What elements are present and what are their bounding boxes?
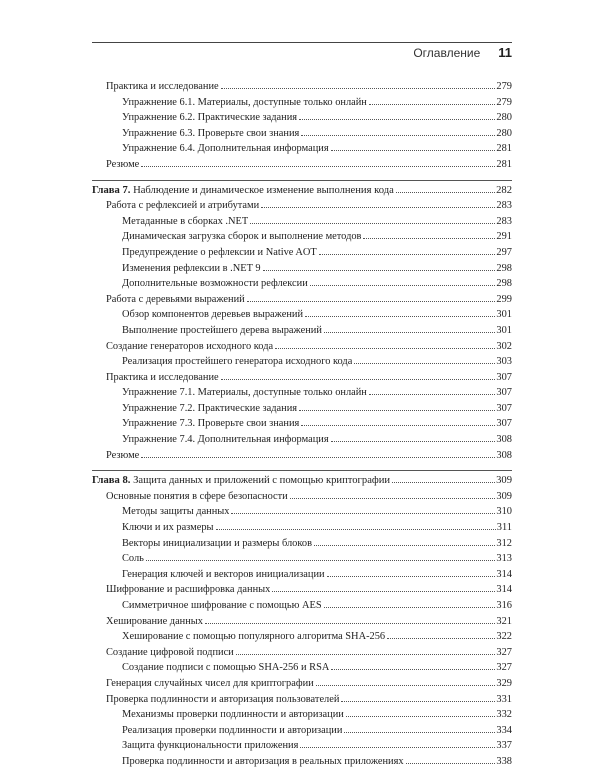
entry-page-number: 301 — [496, 324, 512, 336]
entry-title: Упражнение 6.1. Материалы, доступные только онлайн — [122, 96, 367, 108]
entry-title: Упражнение 7.2. Практические задания — [122, 402, 298, 414]
entry-title: Основные понятия в сфере безопасности — [106, 490, 288, 502]
entry-title: Ключи и их размеры — [122, 522, 214, 534]
toc-entry[interactable] — [92, 307, 512, 323]
toc-entry[interactable] — [92, 354, 512, 370]
dot-leader — [216, 529, 496, 530]
entry-title: Упражнение 7.4. Дополнительная информация — [122, 434, 329, 446]
toc-entry[interactable] — [92, 551, 512, 567]
entry-page-number: 332 — [496, 709, 512, 721]
page-number: 11 — [498, 45, 512, 60]
dot-leader — [299, 119, 495, 120]
entry-page-number: 337 — [496, 740, 512, 752]
entry-page-number: 307 — [496, 387, 512, 399]
toc-entry[interactable] — [92, 276, 512, 292]
toc-entry[interactable] — [92, 504, 512, 520]
entry-title: Работа с деревьями выражений — [106, 293, 245, 305]
entry-page-number: 310 — [496, 506, 512, 518]
entry-page-number: 307 — [496, 402, 512, 414]
dot-leader — [275, 348, 495, 349]
entry-title: Упражнение 6.3. Проверьте свои знания — [122, 127, 300, 139]
toc-entry[interactable] — [92, 385, 512, 401]
running-head — [413, 45, 512, 65]
toc-entry[interactable] — [92, 229, 512, 245]
toc-entry[interactable] — [92, 214, 512, 230]
toc-section — [92, 180, 512, 464]
toc-entry[interactable] — [92, 676, 512, 692]
toc-entry[interactable] — [92, 692, 512, 708]
dot-leader — [346, 716, 496, 717]
entry-page-number: 307 — [496, 371, 512, 383]
entry-page-number: 297 — [496, 246, 512, 258]
dot-leader — [272, 591, 495, 592]
entry-page-number: 338 — [496, 755, 512, 767]
toc-entry[interactable] — [92, 126, 512, 142]
chapter-page-number: 282 — [496, 184, 512, 196]
toc-entry[interactable] — [92, 95, 512, 111]
toc-entry[interactable] — [92, 707, 512, 723]
entry-page-number: 308 — [496, 434, 512, 446]
entry-title: Обзор компонентов деревьев выражений — [122, 309, 304, 321]
dot-leader — [236, 654, 496, 655]
entry-page-number: 311 — [496, 522, 512, 534]
dot-leader — [301, 135, 495, 136]
dot-leader — [301, 425, 495, 426]
toc-section — [92, 79, 512, 173]
entry-page-number: 314 — [496, 584, 512, 596]
toc-entry[interactable] — [92, 157, 512, 173]
toc-entry[interactable] — [92, 582, 512, 598]
dot-leader — [354, 363, 495, 364]
dot-leader — [146, 560, 495, 561]
chapter-page-number: 309 — [496, 475, 512, 487]
entry-title: Упражнение 7.1. Материалы, доступные только онлайн — [122, 387, 367, 399]
table-of-contents — [92, 79, 512, 770]
toc-entry[interactable] — [92, 448, 512, 464]
entry-page-number: 309 — [496, 490, 512, 502]
dot-leader — [392, 482, 495, 483]
dot-leader — [319, 254, 496, 255]
toc-entry[interactable] — [92, 754, 512, 770]
entry-page-number: 322 — [496, 631, 512, 643]
toc-entry[interactable] — [92, 536, 512, 552]
entry-page-number: 298 — [496, 262, 512, 274]
entry-title: Хеширование данных — [106, 615, 203, 627]
entry-title: Практика и исследование — [106, 371, 219, 383]
toc-entry[interactable] — [92, 598, 512, 614]
dot-leader — [369, 394, 496, 395]
header-rule — [92, 42, 512, 43]
entry-title: Создание цифровой подписи — [106, 646, 234, 658]
entry-page-number: 291 — [496, 231, 512, 243]
dot-leader — [250, 223, 495, 224]
entry-page-number: 331 — [496, 693, 512, 705]
toc-entry[interactable] — [92, 520, 512, 536]
entry-page-number: 281 — [496, 143, 512, 155]
dot-leader — [344, 732, 495, 733]
dot-leader — [316, 685, 496, 686]
entry-page-number: 312 — [496, 537, 512, 549]
entry-page-number: 314 — [496, 568, 512, 580]
entry-page-number: 298 — [496, 278, 512, 290]
toc-entry[interactable] — [92, 738, 512, 754]
entry-title: Резюме — [106, 449, 140, 461]
toc-entry[interactable] — [92, 323, 512, 339]
chapter-heading — [92, 473, 390, 489]
chapter-title: Наблюдение и динамическое изменение выполнения кода — [133, 184, 394, 196]
entry-title: Генерация ключей и векторов инициализации — [122, 568, 325, 580]
entry-title: Выполнение простейшего дерева выражений — [122, 324, 322, 336]
toc-entry[interactable] — [92, 416, 512, 432]
dot-leader — [396, 192, 495, 193]
dot-leader — [263, 270, 496, 271]
entry-page-number: 334 — [496, 724, 512, 736]
toc-entry[interactable] — [92, 723, 512, 739]
dot-leader — [247, 301, 496, 302]
entry-page-number: 283 — [496, 215, 512, 227]
chapter-heading — [92, 183, 394, 199]
toc-entry[interactable] — [92, 110, 512, 126]
entry-page-number: 281 — [496, 158, 512, 170]
dot-leader — [314, 545, 495, 546]
dot-leader — [327, 576, 496, 577]
toc-entry[interactable] — [92, 261, 512, 277]
entry-title: Динамическая загрузка сборок и выполнение методов — [122, 231, 362, 243]
entry-page-number: 316 — [496, 600, 512, 611]
dot-leader — [141, 166, 495, 167]
dot-leader — [231, 513, 495, 514]
toc-entry[interactable] — [92, 245, 512, 261]
toc-entry[interactable] — [92, 645, 512, 661]
entry-page-number: 301 — [496, 309, 512, 321]
entry-page-number: 299 — [496, 293, 512, 305]
entry-title: Генерация случайных чисел для криптографии — [106, 677, 314, 689]
toc-entry[interactable] — [92, 401, 512, 417]
chapter-label: Глава 7. — [92, 184, 131, 196]
entry-page-number: 321 — [496, 615, 512, 627]
section-gap — [92, 173, 512, 180]
entry-page-number: 280 — [496, 112, 512, 124]
dot-leader — [387, 638, 495, 639]
entry-title: Упражнение 6.4. Дополнительная информация — [122, 143, 329, 155]
dot-leader — [406, 763, 496, 764]
dot-leader — [221, 379, 496, 380]
entry-title: Реализация проверки подлинности и авторизации — [122, 724, 343, 736]
entry-page-number: 327 — [496, 662, 512, 674]
dot-leader — [331, 150, 496, 151]
dot-leader — [300, 747, 495, 748]
entry-page-number: 283 — [496, 200, 512, 212]
entry-page-number: 313 — [496, 553, 512, 565]
toc-entry[interactable] — [92, 567, 512, 583]
toc-entry[interactable] — [92, 339, 512, 355]
toc-entry[interactable] — [92, 198, 512, 214]
dot-leader — [310, 285, 496, 286]
dot-leader — [331, 669, 495, 670]
entry-page-number: 302 — [496, 340, 512, 352]
entry-page-number: 327 — [496, 646, 512, 658]
dot-leader — [261, 207, 495, 208]
chapter-title: Защита данных и приложений с помощью криптографии — [133, 475, 391, 487]
entry-title: Механизмы проверки подлинности и авторизации — [122, 709, 344, 721]
toc-section — [92, 470, 512, 769]
entry-page-number: 279 — [496, 81, 512, 92]
dot-leader — [221, 88, 496, 89]
dot-leader — [141, 457, 495, 458]
dot-leader — [331, 441, 496, 442]
dot-leader — [290, 498, 496, 499]
dot-leader — [341, 701, 495, 702]
entry-title: Векторы инициализации и размеры блоков — [122, 537, 312, 549]
entry-title: Симметричное шифрование с помощью AES — [122, 600, 322, 611]
entry-title: Методы защиты данных — [122, 506, 230, 518]
chapter-label: Глава 8. — [92, 475, 131, 487]
dot-leader — [299, 410, 495, 411]
section-gap — [92, 463, 512, 470]
dot-leader — [205, 623, 495, 624]
toc-chapter-entry[interactable] — [92, 470, 512, 489]
toc-entry[interactable] — [92, 79, 512, 95]
toc-entry[interactable] — [92, 660, 512, 676]
entry-title: Шифрование и расшифровка данных — [106, 584, 271, 596]
toc-entry[interactable] — [92, 370, 512, 386]
entry-title: Дополнительные возможности рефлексии — [122, 278, 308, 290]
entry-title: Резюме — [106, 158, 140, 170]
toc-entry[interactable] — [92, 614, 512, 630]
toc-entry[interactable] — [92, 489, 512, 505]
entry-title: Проверка подлинности и авторизация в реальных приложениях — [122, 755, 404, 767]
entry-title: Работа с рефлексией и атрибутами — [106, 200, 260, 212]
entry-title: Изменения рефлексии в .NET 9 — [122, 262, 261, 274]
entry-title: Метаданные в сборках .NET — [122, 215, 249, 227]
dot-leader — [369, 104, 496, 105]
entry-title: Проверка подлинности и авторизация пользователей — [106, 693, 340, 705]
dot-leader — [305, 316, 495, 317]
dot-leader — [324, 607, 496, 608]
entry-page-number: 279 — [496, 96, 512, 108]
running-head-title: Оглавление — [413, 46, 481, 60]
entry-title: Создание подписи с помощью SHA-256 и RSA — [122, 662, 330, 674]
entry-title: Хеширование с помощью популярного алгоритма SHA-256 — [122, 631, 386, 643]
toc-entry[interactable] — [92, 432, 512, 448]
dot-leader — [324, 332, 496, 333]
dot-leader — [363, 238, 495, 239]
entry-page-number: 307 — [496, 418, 512, 430]
entry-title: Реализация простейшего генератора исходного кода — [122, 356, 353, 368]
entry-page-number: 280 — [496, 127, 512, 139]
entry-title: Защита функциональности приложения — [122, 740, 299, 752]
entry-page-number: 308 — [496, 449, 512, 461]
entry-title: Практика и исследование — [106, 81, 219, 92]
entry-page-number: 329 — [496, 677, 512, 689]
toc-entry[interactable] — [92, 292, 512, 308]
entry-title: Упражнение 7.3. Проверьте свои знания — [122, 418, 300, 430]
entry-title: Предупреждение о рефлексии и Native AOT — [122, 246, 317, 258]
entry-title: Упражнение 6.2. Практические задания — [122, 112, 298, 124]
toc-chapter-entry[interactable] — [92, 180, 512, 199]
entry-title: Создание генераторов исходного кода — [106, 340, 274, 352]
toc-entry[interactable] — [92, 629, 512, 645]
entry-page-number: 303 — [496, 356, 512, 368]
entry-title: Соль — [122, 553, 144, 565]
toc-entry[interactable] — [92, 141, 512, 157]
